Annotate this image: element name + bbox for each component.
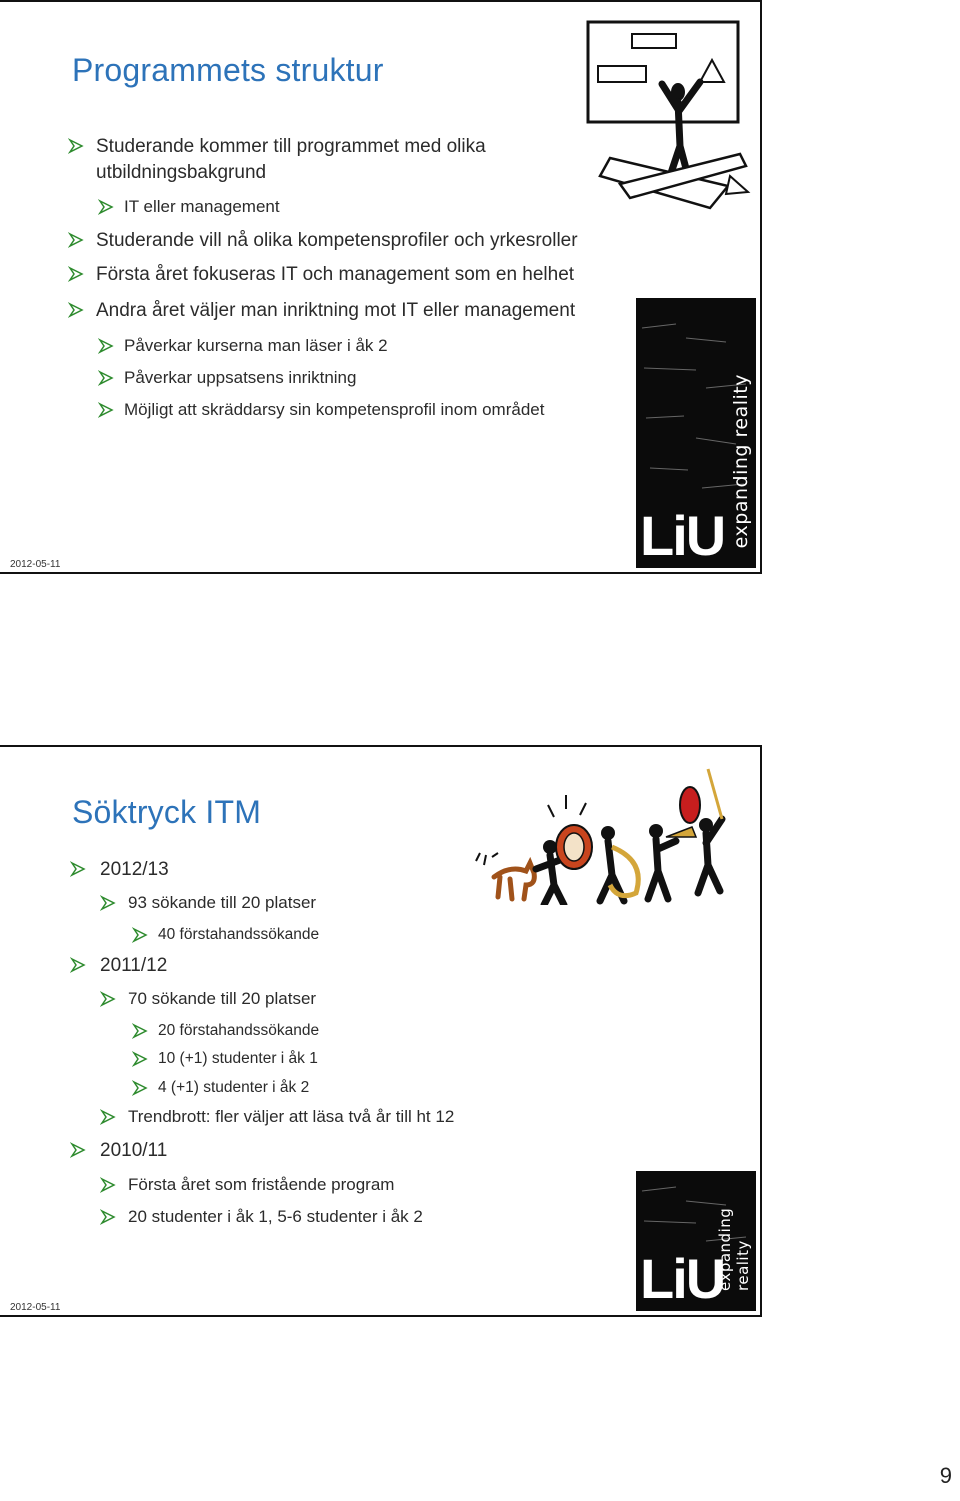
bullet-text: 2011/12 [100, 955, 168, 976]
arrow-bullet-icon [68, 138, 84, 154]
bullet-item [128, 989, 316, 1009]
bullet-item [158, 1050, 318, 1068]
logo-tagline: expanding reality [716, 1207, 752, 1291]
liu-logo-text: LiU [640, 504, 725, 567]
page-number: 9 [939, 1463, 952, 1488]
bullet-text: Påverkar kurserna man läser i åk 2 [124, 336, 388, 355]
arrow-bullet-icon [132, 1023, 148, 1039]
bullet-item [100, 859, 169, 881]
arrow-bullet-icon [68, 302, 84, 318]
marching-band-illustration [470, 765, 740, 905]
bullet-text: Trendbrott: fler väljer att läsa två år till ht 12 [128, 1107, 455, 1126]
bullet-item [124, 336, 388, 356]
bullet-item [128, 1207, 423, 1227]
bullet-item [96, 264, 574, 286]
bullet-item [124, 368, 356, 388]
bullet-text: 40 förstahandssökande [158, 926, 320, 943]
bullet-text: IT eller management [124, 197, 280, 216]
arrow-bullet-icon [70, 957, 86, 973]
arrow-bullet-icon [98, 338, 114, 354]
arrow-bullet-icon [132, 927, 148, 943]
bullet-item [96, 230, 578, 252]
bullet-text: 70 sökande till 20 platser [128, 989, 317, 1008]
slide-date: 2012-05-11 [10, 559, 61, 570]
bullet-text: 2010/11 [100, 1140, 168, 1161]
slide-title: Programmets struktur [72, 52, 384, 88]
bullet-text: 4 (+1) studenter i åk 2 [158, 1079, 310, 1096]
bullet-item [96, 300, 575, 322]
bullet-item [158, 1022, 319, 1040]
arrow-bullet-icon [100, 991, 116, 1007]
slide-title: Söktryck ITM [72, 794, 262, 830]
bullet-text: 93 sökande till 20 platser [128, 893, 317, 912]
arrow-bullet-icon [70, 1142, 86, 1158]
liu-logo [636, 1171, 756, 1311]
bullet-text: Första året som fristående program [128, 1175, 395, 1194]
bullet-text: 20 förstahandssökande [158, 1022, 320, 1039]
bullet-item [128, 893, 316, 913]
liu-logo-text: LiU [640, 1247, 725, 1310]
bullet-item [128, 1175, 394, 1195]
bullet-item [124, 197, 280, 217]
arrow-bullet-icon [100, 895, 116, 911]
arrow-bullet-icon [100, 1177, 116, 1193]
bullet-text: utbildningsbakgrund [96, 162, 267, 183]
slide-soktryck-itm [0, 745, 762, 1317]
bullet-text: Påverkar uppsatsens inriktning [124, 368, 357, 387]
arrow-bullet-icon [98, 402, 114, 418]
arrow-bullet-icon [100, 1109, 116, 1125]
arrow-bullet-icon [100, 1209, 116, 1225]
logo-tagline: expanding reality [730, 373, 752, 548]
arrow-bullet-icon [68, 232, 84, 248]
bullet-item-continuation [96, 162, 266, 184]
slide-footer-line [0, 572, 760, 574]
bullet-text: Första året fokuseras IT och management som en helhet [96, 264, 575, 285]
arrow-bullet-icon [68, 266, 84, 282]
bullet-item [100, 1140, 167, 1162]
slide-date: 2012-05-11 [10, 1302, 61, 1313]
bullet-text: Möjligt att skräddarsy sin kompetensprofil inom området [124, 400, 545, 419]
arrow-bullet-icon [70, 861, 86, 877]
bullet-text: 10 (+1) studenter i åk 1 [158, 1050, 318, 1067]
bullet-text: 2012/13 [100, 859, 169, 880]
arrow-bullet-icon [132, 1051, 148, 1067]
bullet-item [158, 926, 319, 944]
stick-figure-sign-illustration [580, 16, 758, 216]
arrow-bullet-icon [98, 199, 114, 215]
bullet-text: Andra året väljer man inriktning mot IT eller management [96, 300, 576, 321]
bullet-text: 20 studenter i åk 1, 5-6 studenter i åk 2 [128, 1207, 423, 1226]
arrow-bullet-icon [98, 370, 114, 386]
bullet-item [100, 955, 167, 977]
slide-programmets-struktur [0, 0, 762, 574]
bullet-item [128, 1107, 454, 1127]
arrow-bullet-icon [132, 1080, 148, 1096]
bullet-item [96, 136, 486, 158]
slide-footer-line [0, 1315, 760, 1317]
bullet-item [158, 1079, 309, 1097]
bullet-item [124, 400, 544, 420]
bullet-text: Studerande kommer till programmet med olika [96, 136, 486, 157]
bullet-text: Studerande vill nå olika kompetensprofiler och yrkesroller [96, 230, 578, 251]
liu-logo [636, 298, 756, 568]
